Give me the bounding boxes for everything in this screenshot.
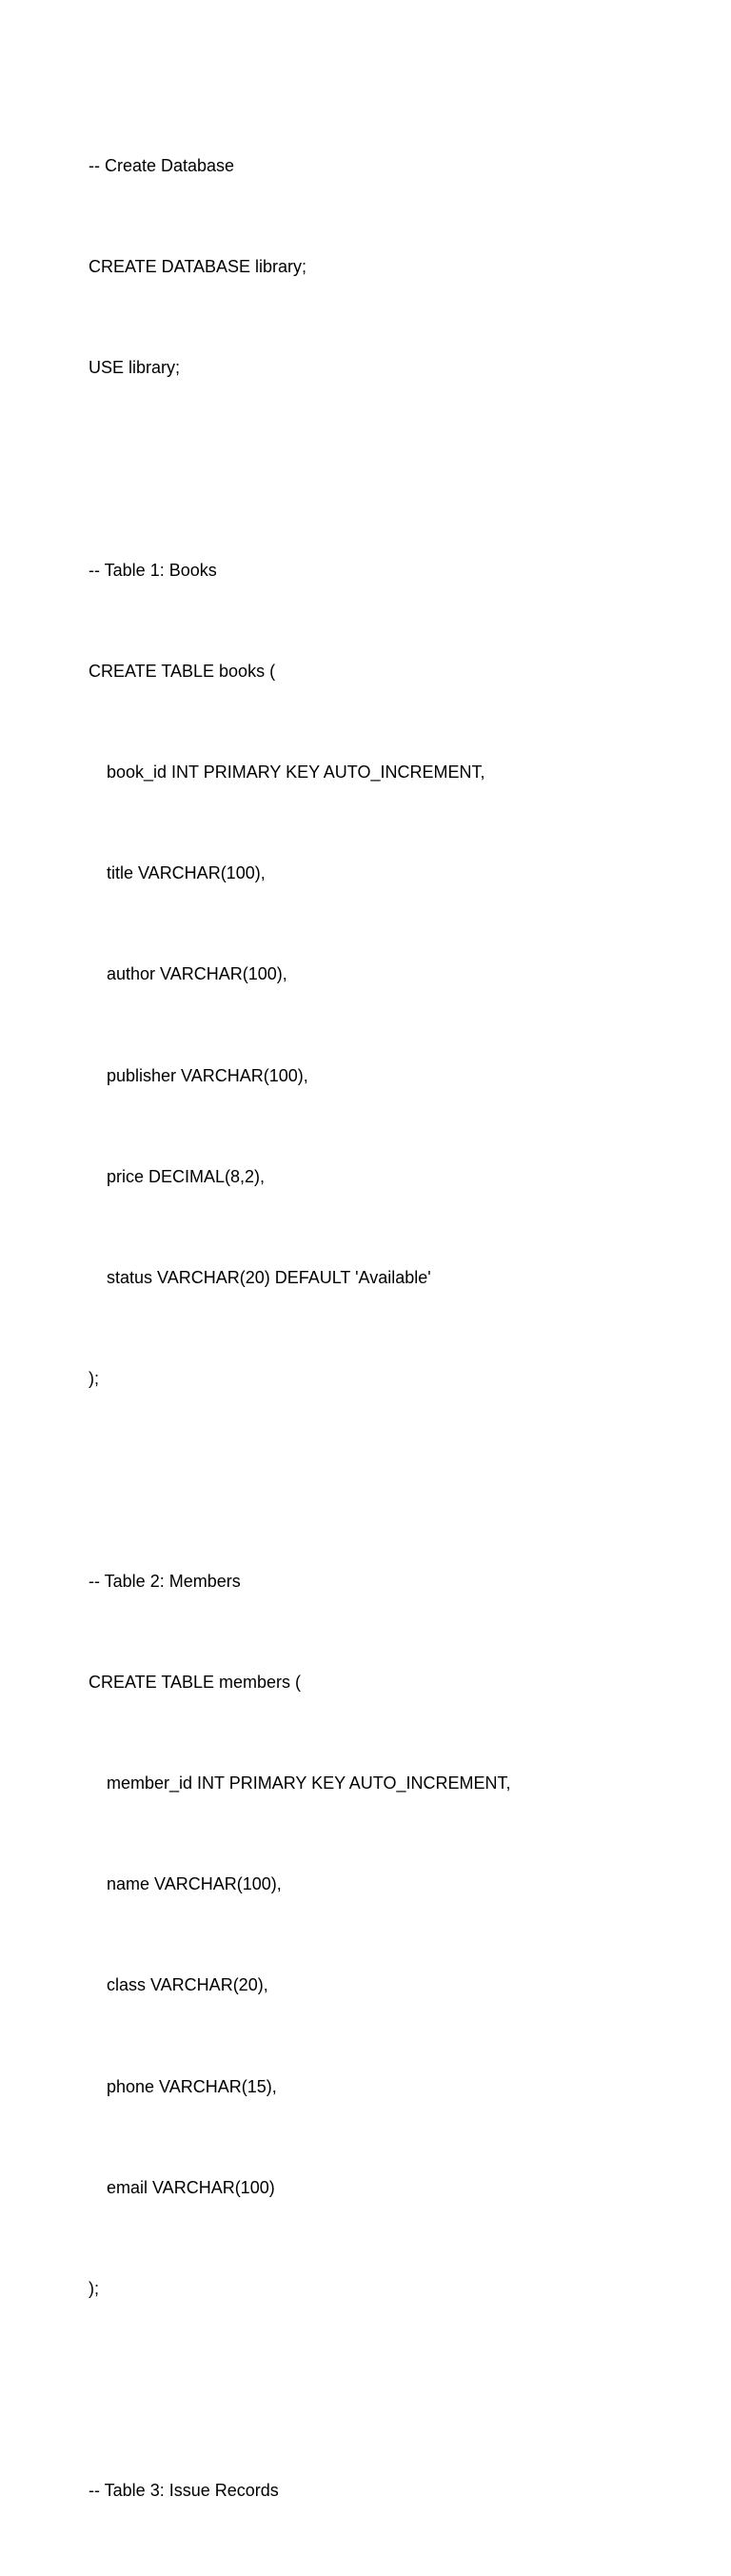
column-email: email VARCHAR(100) — [107, 2177, 275, 2197]
column-author: author VARCHAR(100), — [107, 964, 287, 984]
comment-create-database: -- Create Database — [89, 155, 235, 175]
column-title: title VARCHAR(100), — [107, 863, 266, 883]
column-member-id: member_id INT PRIMARY KEY AUTO_INCREMENT, — [107, 1773, 511, 1793]
close-table-books: ); — [89, 1369, 99, 1389]
statement-create-table-members: CREATE TABLE members ( — [89, 1672, 302, 1692]
column-name: name VARCHAR(100), — [107, 1874, 282, 1894]
column-status: status VARCHAR(20) DEFAULT 'Available' — [107, 1268, 431, 1288]
column-book-id: book_id INT PRIMARY KEY AUTO_INCREMENT, — [107, 763, 485, 783]
column-class: class VARCHAR(20), — [107, 1975, 268, 1995]
close-table-members: ); — [89, 2279, 99, 2299]
column-phone: phone VARCHAR(15), — [107, 2076, 277, 2096]
comment-table-members: -- Table 2: Members — [89, 1571, 241, 1591]
column-publisher: publisher VARCHAR(100), — [107, 1065, 308, 1085]
statement-create-database: CREATE DATABASE library; — [89, 257, 307, 277]
column-price: price DECIMAL(8,2), — [107, 1166, 266, 1186]
statement-use-database: USE library; — [89, 358, 181, 378]
statement-create-table-books: CREATE TABLE books ( — [89, 661, 276, 681]
comment-table-books: -- Table 1: Books — [89, 560, 217, 580]
comment-table-issue-records: -- Table 3: Issue Records — [89, 2481, 279, 2501]
blank-line — [89, 2373, 693, 2407]
sql-script-text — [89, 82, 693, 2576]
blank-line — [89, 1463, 693, 1496]
blank-line — [89, 452, 693, 485]
